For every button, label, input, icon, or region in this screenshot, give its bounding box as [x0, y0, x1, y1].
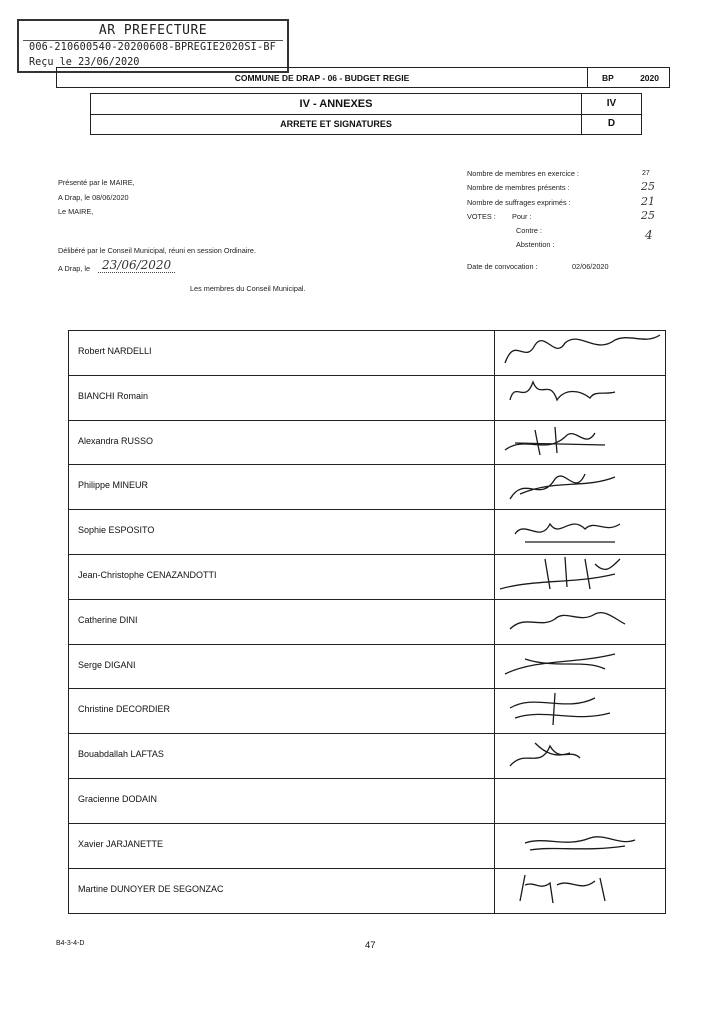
member-name: Gracienne DODAIN — [78, 793, 158, 804]
deliberation-text: Délibéré par le Conseil Municipal, réuni en session Ordinaire. — [58, 246, 256, 255]
stamp-received-date: Reçu le 23/06/2020 — [29, 57, 140, 68]
member-name: Sophie ESPOSITO — [78, 525, 155, 536]
annex-box — [90, 93, 642, 135]
stamp-id: 006-210600540-20200608-BPREGIE2020SI-BF — [29, 42, 277, 53]
member-name: BIANCHI Romain — [78, 390, 149, 401]
members-label: Les membres du Conseil Municipal. — [190, 284, 306, 293]
label-against: Contre : — [516, 226, 542, 235]
signature-row — [69, 734, 665, 779]
place-date-handwritten: 23/06/2020 — [98, 258, 175, 273]
budget-year: 2020 — [640, 73, 659, 83]
label-abstention: Abstention : — [516, 240, 555, 249]
stamp-title: AR PREFECTURE — [98, 23, 208, 38]
label-in-office: Nombre de membres en exercice : — [467, 169, 579, 178]
value-in-office: 27 — [642, 170, 650, 177]
signature-cell — [494, 824, 665, 868]
signature-cell — [494, 465, 665, 509]
value-present: 25 — [641, 180, 655, 193]
signature-cell — [494, 376, 665, 420]
label-present: Nombre de membres présents : — [467, 183, 570, 192]
member-name: Christine DECORDIER — [78, 704, 171, 715]
stamp-divider — [23, 40, 283, 41]
signature-cell — [494, 869, 665, 914]
budget-type: BP — [602, 73, 614, 83]
annex-row-subtitle — [91, 114, 641, 134]
handwritten-signature — [495, 728, 665, 784]
signature-cell — [494, 555, 665, 599]
member-name: Catherine DINI — [78, 614, 138, 625]
annex-section-code: IV — [581, 94, 641, 114]
signature-cell — [494, 421, 665, 465]
value-abstention: 4 — [645, 228, 653, 242]
handwritten-signature — [495, 863, 665, 919]
member-name: Jean-Christophe CENAZANDOTTI — [78, 569, 217, 580]
footer-code: B4-3-4-D — [56, 940, 85, 947]
value-votes-cast: 21 — [641, 195, 655, 208]
signature-cell — [494, 600, 665, 644]
signature-cell — [494, 645, 665, 689]
signature-cell — [494, 689, 665, 733]
annex-subtitle: ARRETE ET SIGNATURES — [280, 119, 392, 129]
signature-table — [68, 330, 666, 914]
header-budget-box — [588, 67, 670, 88]
page-number: 47 — [365, 940, 376, 951]
mayor-label: Le MAIRE, — [58, 207, 94, 216]
member-name: Bouabdallah LAFTAS — [78, 749, 164, 760]
signature-cell — [494, 331, 665, 375]
member-name: Robert NARDELLI — [78, 346, 152, 356]
presented-by: Présenté par le MAIRE, — [58, 178, 135, 187]
place-date-label: A Drap, le — [58, 264, 91, 273]
member-name: Philippe MINEUR — [78, 480, 149, 491]
member-name: Serge DIGANI — [78, 659, 136, 670]
presented-date: A Drap, le 08/06/2020 — [58, 193, 129, 202]
label-convocation: Date de convocation : — [467, 262, 538, 271]
member-name: Martine DUNOYER DE SEGONZAC — [78, 883, 224, 894]
member-name: Alexandra RUSSO — [78, 435, 154, 446]
signature-row — [69, 869, 665, 914]
value-for: 25 — [641, 209, 655, 222]
label-for: Pour : — [512, 212, 532, 221]
header-title: COMMUNE DE DRAP - 06 - BUDGET REGIE — [234, 73, 410, 83]
signature-cell — [494, 779, 665, 823]
annex-section-title: IV - ANNEXES — [299, 98, 373, 110]
label-votes: VOTES : — [467, 212, 496, 221]
value-convocation: 02/06/2020 — [572, 262, 609, 271]
signature-cell — [494, 510, 665, 554]
label-votes-cast: Nombre de suffrages exprimés : — [467, 198, 571, 207]
annex-row-section — [91, 94, 641, 115]
ar-prefecture-stamp — [17, 19, 289, 73]
header-commune-box — [56, 67, 588, 88]
annex-subtitle-code: D — [581, 114, 641, 134]
signature-cell — [494, 734, 665, 778]
member-name: Xavier JARJANETTE — [78, 838, 164, 849]
